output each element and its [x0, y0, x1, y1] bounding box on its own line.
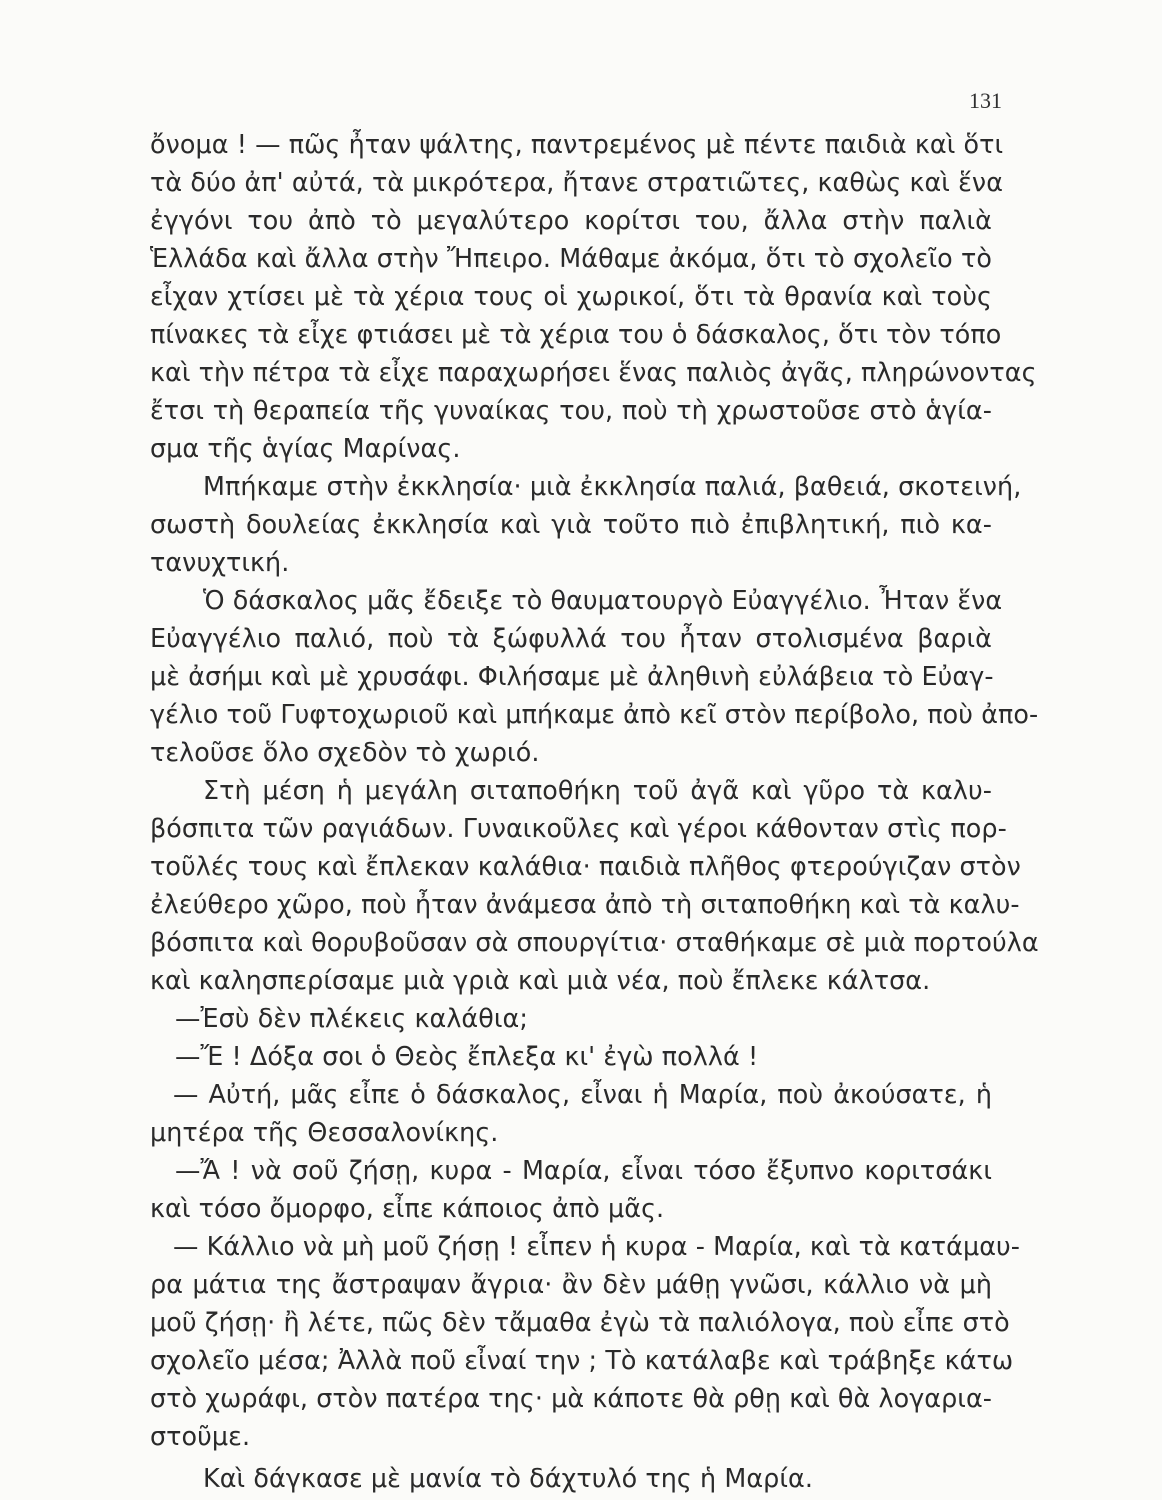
dialogue-line-10: σχολεῖο μέσα; Ἀλλὰ ποῦ εἶναί την ; Τὸ κατάλαβε καὶ τράβηξε κάτω — [150, 1345, 1014, 1375]
text-line-13: Ὁ δάσκαλος μᾶς ἔδειξε τὸ θαυματουργὸ Εὐαγγέλιο. Ἦταν ἕνα — [203, 585, 1003, 615]
text-line-15: μὲ ἀσήμι καὶ μὲ χρυσάφι. Φιλήσαμε μὲ ἀληθινὴ εὐλάβεια τὸ Εὐαγ- — [150, 661, 994, 691]
dialogue-line-8: ρα μάτια της ἄστραψαν ἄγρια· ἂν δὲν μάθῃ γνῶσι, κάλλιο νὰ μὴ — [150, 1269, 992, 1299]
text-line-14: Εὐαγγέλιο παλιό, ποὺ τὰ ξώφυλλά του ἦταν στολισμένα βαριὰ — [150, 623, 992, 653]
text-line-8: ἔτσι τὴ θεραπεία τῆς γυναίκας του, ποὺ τὴ χρωστοῦσε στὸ ἁγία- — [150, 395, 992, 425]
text-line-20: τοῦλές τους καὶ ἔπλεκαν καλάθια· παιδιὰ πλῆθος φτερούγιζαν στὸν — [150, 851, 1021, 881]
text-line-9: σμα τῆς ἁγίας Μαρίνας. — [150, 433, 461, 463]
text-line-22: βόσπιτα καὶ θορυβοῦσαν σὰ σπουργίτια· σταθήκαμε σὲ μιὰ πορτούλα — [150, 927, 1039, 957]
dialogue-line-9: μοῦ ζήσῃ· ἢ λέτε, πῶς δὲν τἄμαθα ἐγὼ τὰ παλιόλογα, ποὺ εἶπε στὸ — [150, 1307, 1010, 1337]
text-line-4: Ἑλλάδα καὶ ἄλλα στὴν Ἤπειρο. Μάθαμε ἀκόμα, ὅτι τὸ σχολεῖο τὸ — [150, 243, 992, 273]
text-line-1: ὄνομα ! — πῶς ἦταν ψάλτης, παντρεμένος μὲ πέντε παιδιὰ καὶ ὅτι — [150, 129, 1004, 159]
text-line-3: ἐγγόνι του ἀπὸ τὸ μεγαλύτερο κορίτσι του, ἄλλα στὴν παλιὰ — [150, 205, 992, 235]
text-line-17: τελοῦσε ὅλο σχεδὸν τὸ χωριό. — [150, 737, 540, 767]
dialogue-line-5: —Ἄ ! νὰ σοῦ ζήσῃ, κυρα - Μαρία, εἶναι τόσο ἔξυπνο κοριτσάκι — [175, 1155, 992, 1185]
dialogue-line-12: στοῦμε. — [150, 1421, 251, 1451]
text-line-16: γέλιο τοῦ Γυφτοχωριοῦ καὶ μπήκαμε ἀπὸ κεῖ στὸν περίβολο, ποὺ ἀπο- — [150, 699, 1039, 729]
closing-line: Καὶ δάγκασε μὲ μανία τὸ δάχτυλό της ἡ Μαρία. — [203, 1463, 813, 1493]
dialogue-line-11: στὸ χωράφι, στὸν πατέρα της· μὰ κάποτε θὰ ρθῃ καὶ θὰ λογαρια- — [150, 1383, 993, 1413]
text-line-2: τὰ δύο ἀπ' αὐτά, τὰ μικρότερα, ἤτανε στρατιῶτες, καθὼς καὶ ἕνα — [150, 167, 1004, 197]
text-line-5: εἶχαν χτίσει μὲ τὰ χέρια τους οἱ χωρικοί, ὅτι τὰ θρανία καὶ τοὺς — [150, 281, 992, 311]
dialogue-line-7: — Κάλλιο νὰ μὴ μοῦ ζήσῃ ! εἶπεν ἡ κυρα - Μαρία, καὶ τὰ κατάμαυ- — [173, 1231, 1021, 1261]
page-number: 131 — [969, 88, 1002, 113]
dialogue-line-3: — Αὐτή, μᾶς εἶπε ὁ δάσκαλος, εἶναι ἡ Μαρία, ποὺ ἀκούσατε, ἡ — [173, 1079, 992, 1109]
dialogue-line-2: —Ἔ ! Δόξα σοι ὁ Θεὸς ἔπλεξα κι' ἐγὼ πολλά ! — [175, 1041, 759, 1071]
dialogue-line-6: καὶ τόσο ὄμορφο, εἶπε κάποιος ἀπὸ μᾶς. — [150, 1193, 665, 1223]
dialogue-line-4: μητέρα τῆς Θεσσαλονίκης. — [150, 1117, 499, 1147]
text-line-23: καὶ καλησπερίσαμε μιὰ γριὰ καὶ μιὰ νέα, ποὺ ἔπλεκε κάλτσα. — [150, 965, 931, 995]
text-line-6: πίνακες τὰ εἶχε φτιάσει μὲ τὰ χέρια του ὁ δάσκαλος, ὅτι τὸν τόπο — [150, 319, 1002, 349]
dialogue-line-1: —Ἐσὺ δὲν πλέκεις καλάθια; — [175, 1003, 528, 1033]
text-line-12: τανυχτική. — [150, 547, 290, 577]
text-line-21: ἐλεύθερο χῶρο, ποὺ ἦταν ἀνάμεσα ἀπὸ τὴ σιταποθήκη καὶ τὰ καλυ- — [150, 889, 1020, 919]
text-line-18: Στὴ μέση ἡ μεγάλη σιταποθήκη τοῦ ἀγᾶ καὶ γῦρο τὰ καλυ- — [203, 775, 992, 805]
text-line-7: καὶ τὴν πέτρα τὰ εἶχε παραχωρήσει ἕνας παλιὸς ἀγᾶς, πληρώνοντας — [150, 357, 1037, 387]
text-line-11: σωστὴ δουλείας ἐκκλησία καὶ γιὰ τοῦτο πιὸ ἐπιβλητική, πιὸ κα- — [150, 509, 992, 539]
text-line-19: βόσπιτα τῶν ραγιάδων. Γυναικοῦλες καὶ γέροι κάθονταν στὶς πορ- — [150, 813, 1007, 843]
text-line-10: Μπήκαμε στὴν ἐκκλησία· μιὰ ἐκκλησία παλιά, βαθειά, σκοτεινή, — [203, 471, 1022, 501]
